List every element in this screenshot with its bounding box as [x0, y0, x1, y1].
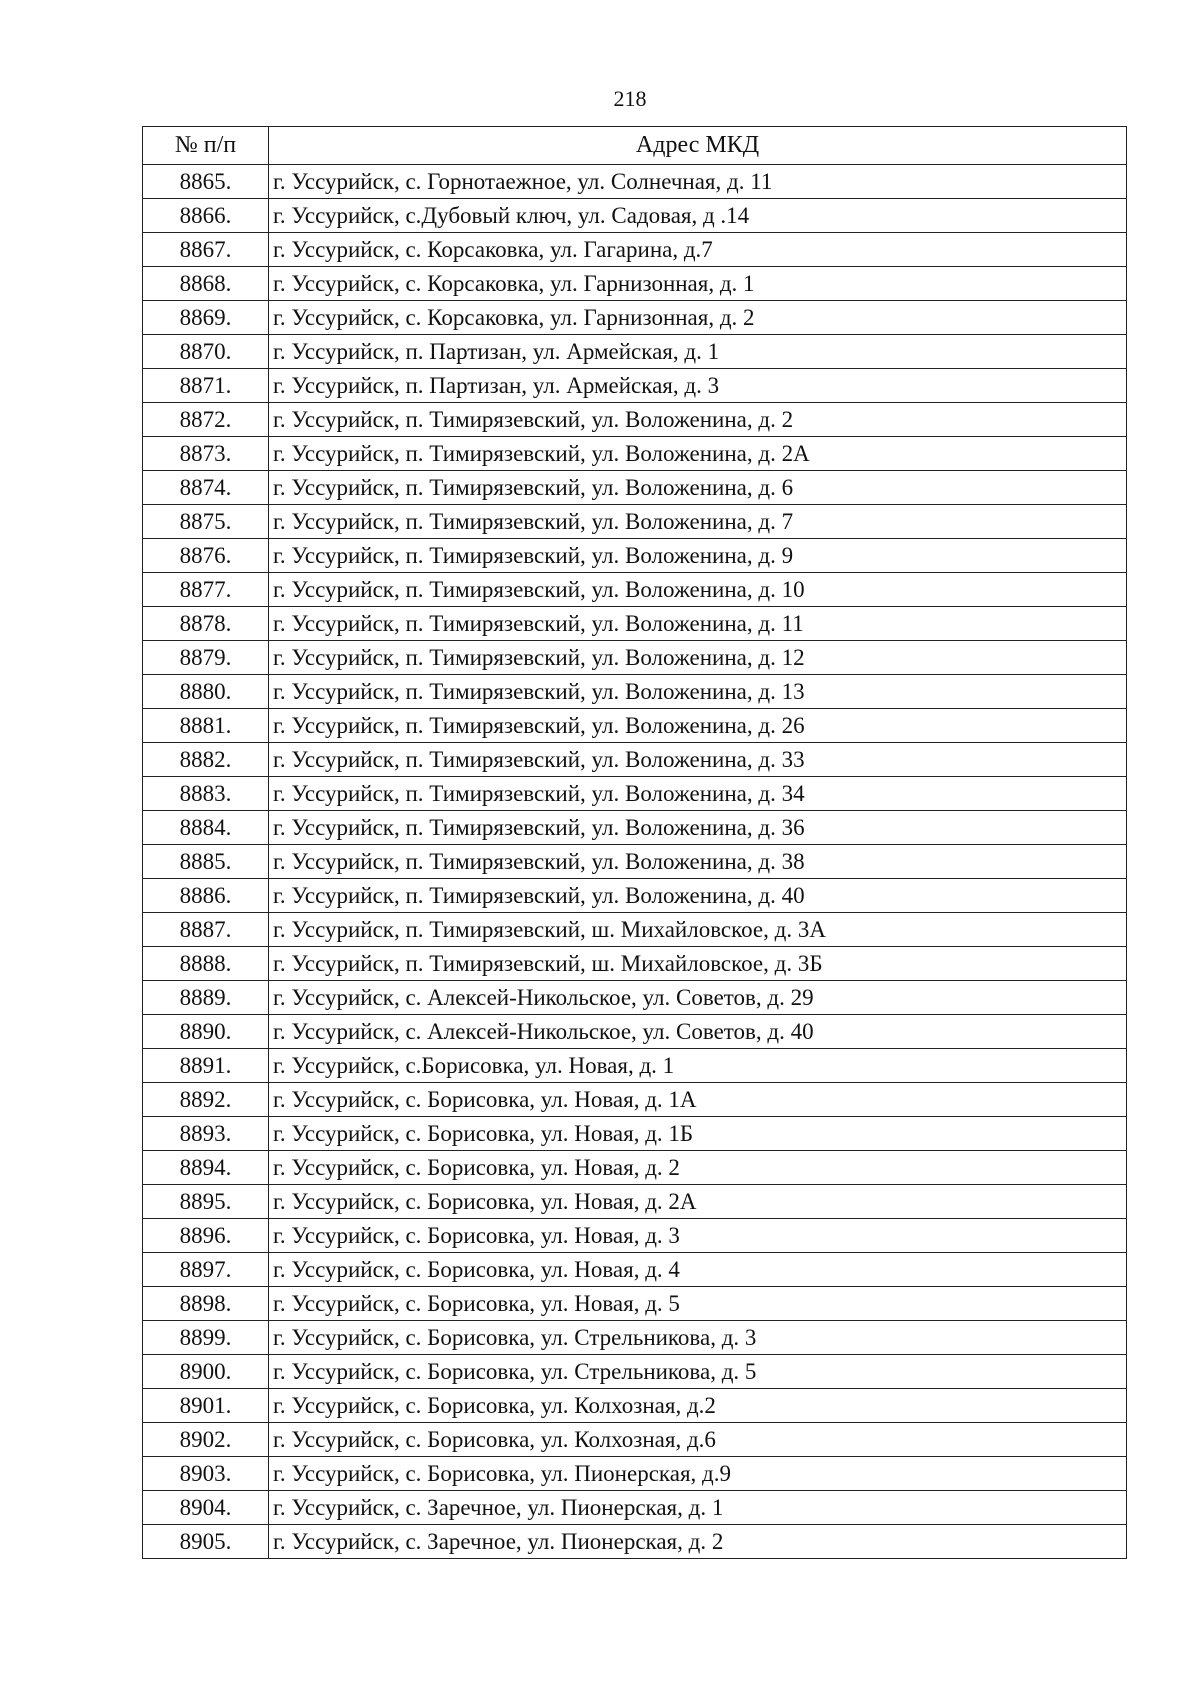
- row-address: г. Уссурийск, с. Борисовка, ул. Новая, д. 3: [269, 1219, 1127, 1253]
- row-number: 8896.: [143, 1219, 269, 1253]
- row-address: г. Уссурийск, с. Алексей-Никольское, ул. Советов, д. 40: [269, 1015, 1127, 1049]
- table-row: [143, 1049, 1127, 1083]
- row-number: 8894.: [143, 1151, 269, 1185]
- row-address: г. Уссурийск, с. Борисовка, ул. Колхозная, д.6: [269, 1423, 1127, 1457]
- table-row: [143, 301, 1127, 335]
- row-number: 8899.: [143, 1321, 269, 1355]
- table-row: [143, 607, 1127, 641]
- table-row: [143, 1525, 1127, 1559]
- table-row: [143, 1083, 1127, 1117]
- table-row: [143, 947, 1127, 981]
- address-table: [142, 126, 1127, 1559]
- table-row: [143, 1287, 1127, 1321]
- row-number: 8878.: [143, 607, 269, 641]
- row-number: 8871.: [143, 369, 269, 403]
- table-row: [143, 1457, 1127, 1491]
- table-row: [143, 1015, 1127, 1049]
- column-header-address: Адрес МКД: [269, 127, 1127, 165]
- table-row: [143, 539, 1127, 573]
- table-body: [143, 165, 1127, 1559]
- row-number: 8870.: [143, 335, 269, 369]
- table-row: [143, 1253, 1127, 1287]
- table-row: [143, 743, 1127, 777]
- table-row: [143, 913, 1127, 947]
- row-number: 8867.: [143, 233, 269, 267]
- row-address: г. Уссурийск, с. Корсаковка, ул. Гагарина, д.7: [269, 233, 1127, 267]
- row-address: г. Уссурийск, с. Борисовка, ул. Пионерская, д.9: [269, 1457, 1127, 1491]
- row-address: г. Уссурийск, п. Тимирязевский, ул. Воложенина, д. 6: [269, 471, 1127, 505]
- row-address: г. Уссурийск, п. Тимирязевский, ул. Воложенина, д. 33: [269, 743, 1127, 777]
- row-address: г. Уссурийск, п. Тимирязевский, ул. Воложенина, д. 34: [269, 777, 1127, 811]
- table-row: [143, 1185, 1127, 1219]
- row-number: 8889.: [143, 981, 269, 1015]
- row-address: г. Уссурийск, с. Алексей-Никольское, ул. Советов, д. 29: [269, 981, 1127, 1015]
- table-row: [143, 981, 1127, 1015]
- table-row: [143, 165, 1127, 199]
- row-number: 8897.: [143, 1253, 269, 1287]
- row-number: 8873.: [143, 437, 269, 471]
- table-row: [143, 471, 1127, 505]
- table-row: [143, 709, 1127, 743]
- table-header-row: [143, 127, 1127, 165]
- row-address: г. Уссурийск, с. Борисовка, ул. Новая, д. 5: [269, 1287, 1127, 1321]
- row-number: 8904.: [143, 1491, 269, 1525]
- column-header-number: № п/п: [143, 127, 269, 165]
- row-number: 8888.: [143, 947, 269, 981]
- row-number: 8883.: [143, 777, 269, 811]
- table-row: [143, 573, 1127, 607]
- row-address: г. Уссурийск, п. Тимирязевский, ул. Воложенина, д. 9: [269, 539, 1127, 573]
- row-address: г. Уссурийск, п. Тимирязевский, ул. Воложенина, д. 2: [269, 403, 1127, 437]
- row-address: г. Уссурийск, с. Борисовка, ул. Новая, д. 2: [269, 1151, 1127, 1185]
- row-address: г. Уссурийск, с. Борисовка, ул. Стрельникова, д. 3: [269, 1321, 1127, 1355]
- row-address: г. Уссурийск, с. Заречное, ул. Пионерская, д. 2: [269, 1525, 1127, 1559]
- row-number: 8884.: [143, 811, 269, 845]
- row-number: 8872.: [143, 403, 269, 437]
- row-number: 8874.: [143, 471, 269, 505]
- row-number: 8882.: [143, 743, 269, 777]
- row-address: г. Уссурийск, с.Борисовка, ул. Новая, д. 1: [269, 1049, 1127, 1083]
- row-number: 8890.: [143, 1015, 269, 1049]
- row-address: г. Уссурийск, п. Тимирязевский, ул. Воложенина, д. 36: [269, 811, 1127, 845]
- table-row: [143, 233, 1127, 267]
- row-number: 8905.: [143, 1525, 269, 1559]
- row-number: 8880.: [143, 675, 269, 709]
- row-number: 8900.: [143, 1355, 269, 1389]
- row-address: г. Уссурийск, п. Тимирязевский, ул. Воложенина, д. 38: [269, 845, 1127, 879]
- page-number: 218: [613, 86, 647, 111]
- table-row: [143, 199, 1127, 233]
- row-address: г. Уссурийск, с. Борисовка, ул. Новая, д. 2А: [269, 1185, 1127, 1219]
- table-row: [143, 267, 1127, 301]
- row-number: 8881.: [143, 709, 269, 743]
- table-row: [143, 675, 1127, 709]
- row-address: г. Уссурийск, п. Партизан, ул. Армейская, д. 1: [269, 335, 1127, 369]
- row-number: 8902.: [143, 1423, 269, 1457]
- row-number: 8886.: [143, 879, 269, 913]
- table-row: [143, 369, 1127, 403]
- row-address: г. Уссурийск, п. Тимирязевский, ул. Воложенина, д. 12: [269, 641, 1127, 675]
- row-number: 8903.: [143, 1457, 269, 1491]
- row-address: г. Уссурийск, п. Тимирязевский, ш. Михайловское, д. 3Б: [269, 947, 1127, 981]
- row-address: г. Уссурийск, п. Тимирязевский, ул. Воложенина, д. 26: [269, 709, 1127, 743]
- row-address: г. Уссурийск, с. Борисовка, ул. Новая, д. 1А: [269, 1083, 1127, 1117]
- row-number: 8892.: [143, 1083, 269, 1117]
- row-number: 8876.: [143, 539, 269, 573]
- row-address: г. Уссурийск, с. Борисовка, ул. Колхозная, д.2: [269, 1389, 1127, 1423]
- table-row: [143, 1423, 1127, 1457]
- table-row: [143, 1117, 1127, 1151]
- table-row: [143, 811, 1127, 845]
- row-address: г. Уссурийск, п. Тимирязевский, ул. Воложенина, д. 11: [269, 607, 1127, 641]
- table-row: [143, 1219, 1127, 1253]
- row-address: г. Уссурийск, с. Корсаковка, ул. Гарнизонная, д. 1: [269, 267, 1127, 301]
- row-number: 8893.: [143, 1117, 269, 1151]
- row-number: 8895.: [143, 1185, 269, 1219]
- row-number: 8868.: [143, 267, 269, 301]
- row-address: г. Уссурийск, п. Тимирязевский, ул. Воложенина, д. 7: [269, 505, 1127, 539]
- table-row: [143, 845, 1127, 879]
- row-number: 8898.: [143, 1287, 269, 1321]
- row-number: 8869.: [143, 301, 269, 335]
- row-number: 8865.: [143, 165, 269, 199]
- table-row: [143, 437, 1127, 471]
- table-row: [143, 641, 1127, 675]
- row-address: г. Уссурийск, с.Дубовый ключ, ул. Садовая, д .14: [269, 199, 1127, 233]
- row-address: г. Уссурийск, п. Партизан, ул. Армейская, д. 3: [269, 369, 1127, 403]
- row-number: 8879.: [143, 641, 269, 675]
- row-number: 8877.: [143, 573, 269, 607]
- table-row: [143, 1491, 1127, 1525]
- table-row: [143, 505, 1127, 539]
- row-address: г. Уссурийск, с. Заречное, ул. Пионерская, д. 1: [269, 1491, 1127, 1525]
- row-number: 8891.: [143, 1049, 269, 1083]
- table-row: [143, 777, 1127, 811]
- table-row: [143, 335, 1127, 369]
- table-row: [143, 1389, 1127, 1423]
- row-number: 8875.: [143, 505, 269, 539]
- table-row: [143, 1151, 1127, 1185]
- row-number: 8885.: [143, 845, 269, 879]
- row-number: 8887.: [143, 913, 269, 947]
- row-address: г. Уссурийск, с. Корсаковка, ул. Гарнизонная, д. 2: [269, 301, 1127, 335]
- table-row: [143, 1321, 1127, 1355]
- row-address: г. Уссурийск, с. Борисовка, ул. Новая, д. 4: [269, 1253, 1127, 1287]
- row-address: г. Уссурийск, с. Борисовка, ул. Новая, д. 1Б: [269, 1117, 1127, 1151]
- row-address: г. Уссурийск, п. Тимирязевский, ул. Воложенина, д. 10: [269, 573, 1127, 607]
- table-row: [143, 403, 1127, 437]
- row-number: 8901.: [143, 1389, 269, 1423]
- row-address: г. Уссурийск, п. Тимирязевский, ул. Воложенина, д. 2А: [269, 437, 1127, 471]
- row-address: г. Уссурийск, п. Тимирязевский, ул. Воложенина, д. 40: [269, 879, 1127, 913]
- table-row: [143, 1355, 1127, 1389]
- row-address: г. Уссурийск, с. Борисовка, ул. Стрельникова, д. 5: [269, 1355, 1127, 1389]
- row-number: 8866.: [143, 199, 269, 233]
- row-address: г. Уссурийск, п. Тимирязевский, ул. Воложенина, д. 13: [269, 675, 1127, 709]
- row-address: г. Уссурийск, с. Горнотаежное, ул. Солнечная, д. 11: [269, 165, 1127, 199]
- row-address: г. Уссурийск, п. Тимирязевский, ш. Михайловское, д. 3А: [269, 913, 1127, 947]
- table-row: [143, 879, 1127, 913]
